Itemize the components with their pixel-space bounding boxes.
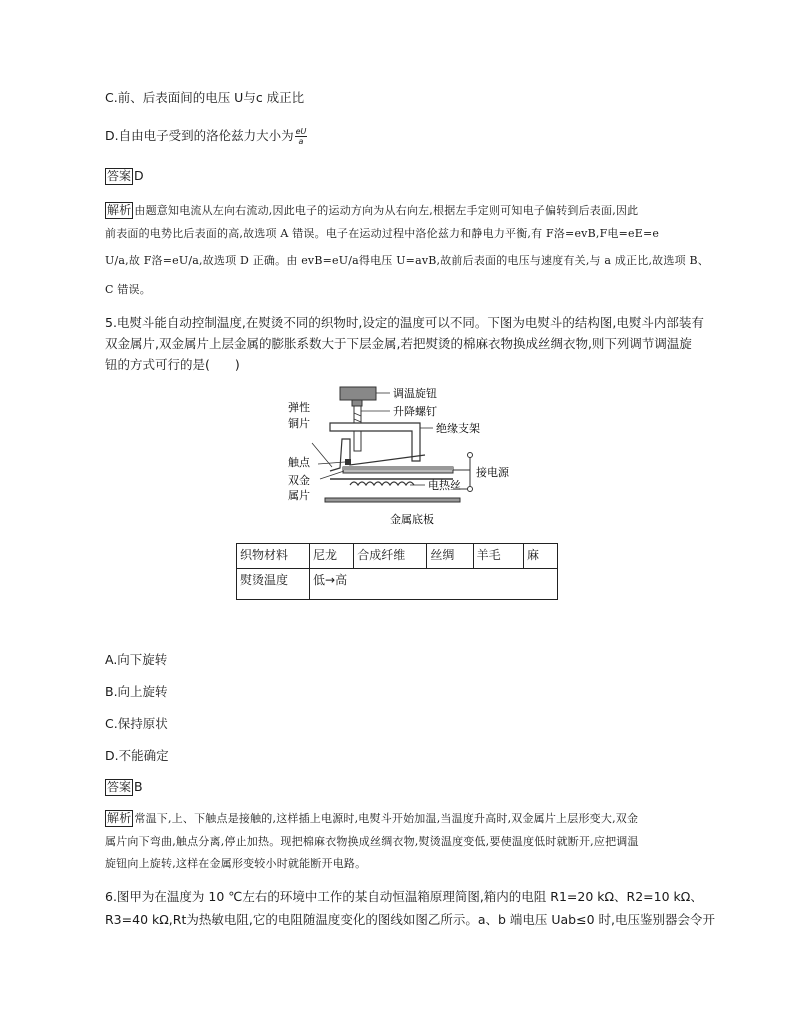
fraction-numerator: eU [295, 127, 307, 136]
table-cell: 织物材料 [237, 544, 310, 569]
table-cell: 熨烫温度 [237, 569, 310, 600]
label-contact: 触点 [288, 456, 310, 469]
table-cell: 丝绸 [427, 544, 473, 569]
label-copper-1: 弹性 [288, 401, 310, 414]
explain5-line3: 旋钮向上旋转,这样在金属形变较小时就能断开电路。 [105, 857, 367, 870]
table-cell: 低→高 [310, 569, 558, 600]
q5-line2: 双金属片,双金属片上层金属的膨胀系数大于下层金属,若把熨烫的棉麻衣物换成丝绸衣物,则下列调节调温旋 [105, 336, 692, 351]
q5-line1: 5.电熨斗能自动控制温度,在熨烫不同的织物时,设定的温度可以不同。下图为电熨斗的结构图,电熨斗内部装有 [105, 315, 704, 330]
q5-line3: 钮的方式可行的是( ) [105, 357, 240, 372]
knob-stem [352, 400, 362, 406]
option-b: B.向上旋转 [105, 684, 168, 699]
iron-structure-diagram [270, 383, 530, 528]
label-heater: 电热丝 [428, 479, 461, 492]
metal-base [325, 498, 460, 502]
explain-prev-line3: U/a,故 F洛=eU/a,故选项 D 正确。由 evB=eU/a得电压 U=avB,故前后表面的电压与速度有关,与 a 成正比,故选项 B、 [105, 254, 709, 267]
answer-value: D [134, 168, 144, 183]
option-c: C.保持原状 [105, 716, 168, 731]
table-row [237, 544, 558, 569]
fraction-denominator: a [298, 137, 304, 146]
answer-tag: 答案 [107, 169, 132, 183]
heating-wire [350, 482, 414, 485]
option-d-prev-text: D.自由电子受到的洛伦兹力大小为 [105, 128, 294, 143]
explain-tag: 解析 [107, 811, 132, 825]
q6-line2: R3=40 kΩ,Rt为热敏电阻,它的电阻随温度变化的图线如图乙所示。a、b 端电压 Uab≤0 时,电压鉴别器会令开 [105, 912, 715, 927]
table-cell: 尼龙 [310, 544, 354, 569]
table-cell: 麻 [524, 544, 558, 569]
label-power: 接电源 [476, 466, 509, 479]
explain-tag: 解析 [107, 203, 132, 217]
explain-prev-text1: 由题意知电流从左向右流动,因此电子的运动方向为从右向左,根据左手定则可知电子偏转到后表面,因此 [134, 204, 639, 217]
contact-point [345, 459, 351, 465]
elastic-copper-sheet [330, 439, 425, 471]
answer-tag: 答案 [107, 780, 132, 794]
explain5-line2: 属片向下弯曲,触点分离,停止加热。现把棉麻衣物换成丝绸衣物,熨烫温度变低,要使温度低时就断开,应把调温 [105, 835, 639, 848]
table-cell: 羊毛 [473, 544, 523, 569]
label-support: 绝缘支架 [436, 422, 480, 435]
answer-prev [105, 168, 144, 185]
insulated-support [330, 423, 420, 461]
label-copper-2: 铜片 [288, 417, 310, 430]
label-bimetal-1: 双金 [288, 474, 310, 487]
answer-value: B [134, 779, 143, 794]
answer5 [105, 779, 143, 796]
explain-prev-line2: 前表面的电势比后表面的高,故选项 A 错误。电子在运动过程中洛伦兹力和静电力平衡,有 F洛=evB,F电=eE=e [105, 227, 660, 240]
q6-line1: 6.图甲为在温度为 10 ℃左右的环境中工作的某自动恒温箱原理简图,箱内的电阻 R1=20 kΩ、R2=10 kΩ、 [105, 889, 703, 904]
knob-shape [340, 387, 376, 400]
option-d-prev [105, 126, 308, 146]
label-knob: 调温旋钮 [393, 387, 437, 400]
fraction-eu-a [295, 127, 308, 146]
table-row [237, 569, 558, 600]
table-cell: 合成纤维 [354, 544, 427, 569]
label-screw: 升降螺钉 [393, 405, 437, 418]
label-bimetal-2: 属片 [288, 489, 310, 502]
explain5-text1: 常温下,上、下触点是接触的,这样插上电源时,电熨斗开始加温,当温度升高时,双金属片上层形变大,双金 [134, 812, 639, 825]
label-base: 金属底板 [390, 513, 434, 526]
option-a: A.向下旋转 [105, 652, 168, 667]
option-c-prev: C.前、后表面间的电压 U与c 成正比 [105, 90, 305, 105]
explain-prev-line4: C 错误。 [105, 283, 151, 296]
explain5-line1 [105, 810, 638, 827]
explain-prev-line1 [105, 202, 638, 219]
fabric-temperature-table [236, 543, 558, 600]
option-d: D.不能确定 [105, 748, 169, 763]
